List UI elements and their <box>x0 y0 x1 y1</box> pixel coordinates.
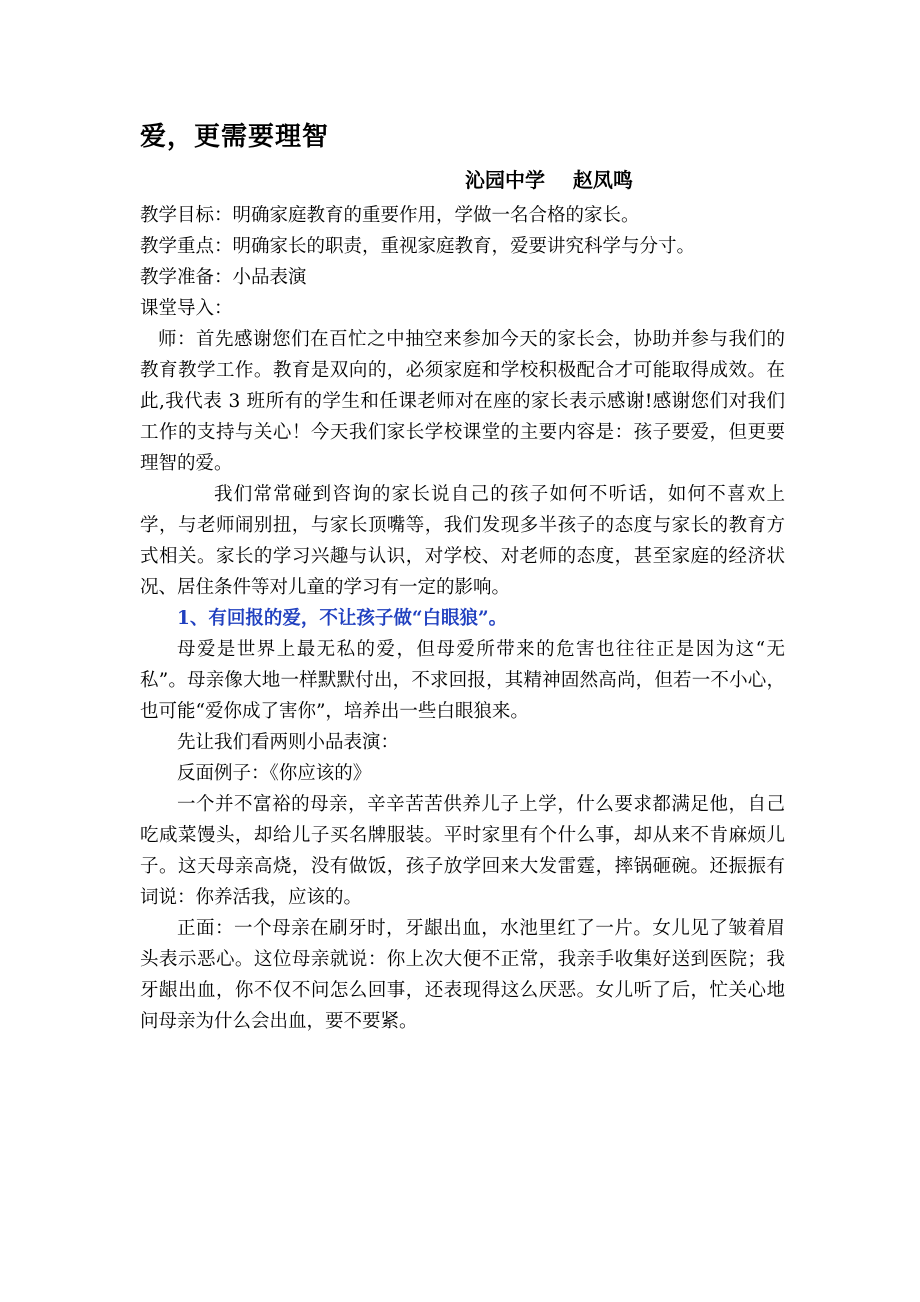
teaching-prep: 教学准备：小品表演 <box>140 267 307 288</box>
section-heading-1: 1、有回报的爱，不让孩子做“白眼狼”。 <box>177 608 508 629</box>
paragraph-negative-example-title: 反面例子：《你应该的》 <box>177 763 372 784</box>
document-title: 爱，更需要理智 <box>140 122 330 152</box>
author-line: 沁园中学 赵凤鸣 <box>465 168 633 192</box>
paragraph-mother-love: 母爱是世界上最无私的爱，但母爱所带来的危害也往往正是因为这“无私”。母亲像大地一样默默付出，不求回报，其精神固然高尚，但若一不小心，也可能“爱你成了害你”，培养出一些白眼狼来。 <box>140 639 785 722</box>
class-intro-label: 课堂导入： <box>140 298 233 319</box>
paragraph-teacher-intro: 师：首先感谢您们在百忙之中抽空来参加今天的家长会，协助并参与我们的教育教学工作。教育是双向的，必须家庭和学校积极配合才可能取得成效。在此,我代表 3 班所有的学生和任课老师对在座的家长表示感谢!感谢您们对我们工作的支持与关心！今天我们家长学校课堂的主要内容是：孩子要爱，但更要理智的爱。 <box>140 329 785 474</box>
teaching-goal: 教学目标：明确家庭教育的重要作用，学做一名合格的家长。 <box>140 205 640 226</box>
paragraph-positive-example: 正面：一个母亲在刷牙时，牙龈出血，水池里红了一片。女儿见了皱着眉头表示恶心。这位母亲就说：你上次大便不正常，我亲手收集好送到医院；我牙龈出血，你不仅不问怎么回事，还表现得这么厌恶。女儿听了后，忙关心地问母亲为什么会出血，要不要紧。 <box>140 918 785 1032</box>
teaching-focus: 教学重点：明确家长的职责，重视家庭教育，爱要讲究科学与分寸。 <box>140 236 696 257</box>
paragraph-sketch-intro: 先让我们看两则小品表演： <box>177 732 400 753</box>
paragraph-negative-example: 一个并不富裕的母亲，辛辛苦苦供养儿子上学，什么要求都满足他，自己吃咸菜馒头，却给儿子买名牌服装。平时家里有个什么事，却从来不肯麻烦儿子。这天母亲高烧，没有做饭，孩子放学回来大发雷霆，摔锅砸碗。还振振有词说：你养活我，应该的。 <box>140 794 785 908</box>
document-body <box>140 200 785 1037</box>
paragraph-observation: 我们常常碰到咨询的家长说自己的孩子如何不听话，如何不喜欢上学，与老师闹别扭，与家长顶嘴等，我们发现多半孩子的态度与家长的教育方式相关。家长的学习兴趣与认识，对学校、对老师的态度，甚至家庭的经济状况、居住条件等对儿童的学习有一定的影响。 <box>140 484 785 598</box>
